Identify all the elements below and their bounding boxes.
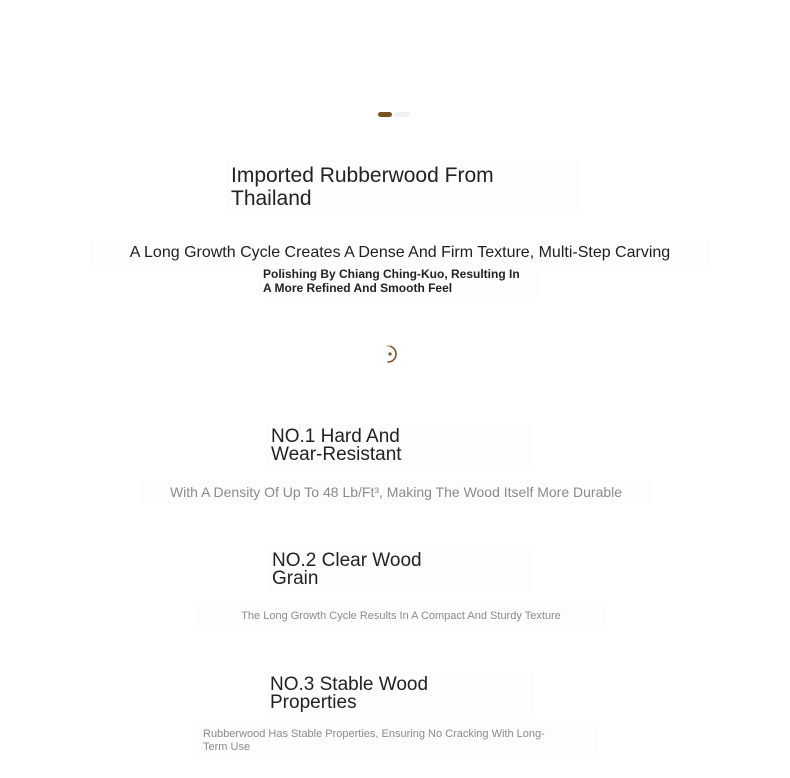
hero-subtitle-detail-block [258, 265, 540, 297]
feature-1-title: NO.1 Hard And Wear-Resistant [271, 426, 402, 465]
carousel-indicator [378, 112, 410, 117]
hero-subtitle-detail: Polishing By Chiang Ching-Kuo, Resulting In A More Refined And Smooth Feel [263, 267, 520, 295]
feature-2-title-block [267, 548, 532, 592]
feature-1-description: With A Density Of Up To 48 Lb/Ft³, Making The Wood Itself More Durable [140, 480, 652, 504]
feature-2-title: NO.2 Clear Wood Grain [272, 550, 422, 589]
feature-3-description: Rubberwood Has Stable Properties, Ensuring No Cracking With Long-Term Use [203, 728, 545, 753]
feature-3-title-block [265, 672, 535, 716]
feature-3-title: NO.3 Stable Wood Properties [270, 674, 429, 713]
hero-subtitle: A Long Growth Cycle Creates A Dense And Firm Texture, Multi-Step Carving [90, 240, 710, 266]
carousel-dot-inactive[interactable] [394, 112, 410, 117]
carousel-dot-active[interactable] [378, 112, 392, 117]
hero-title-block [226, 160, 580, 214]
feature-1-title-block [266, 424, 531, 468]
feature-2-description: The Long Growth Cycle Results In A Compact And Sturdy Texture [196, 606, 606, 626]
feature-3-description-block [198, 725, 598, 757]
spinner-icon [381, 343, 399, 365]
hero-title: Imported Rubberwood From Thailand [231, 164, 494, 210]
